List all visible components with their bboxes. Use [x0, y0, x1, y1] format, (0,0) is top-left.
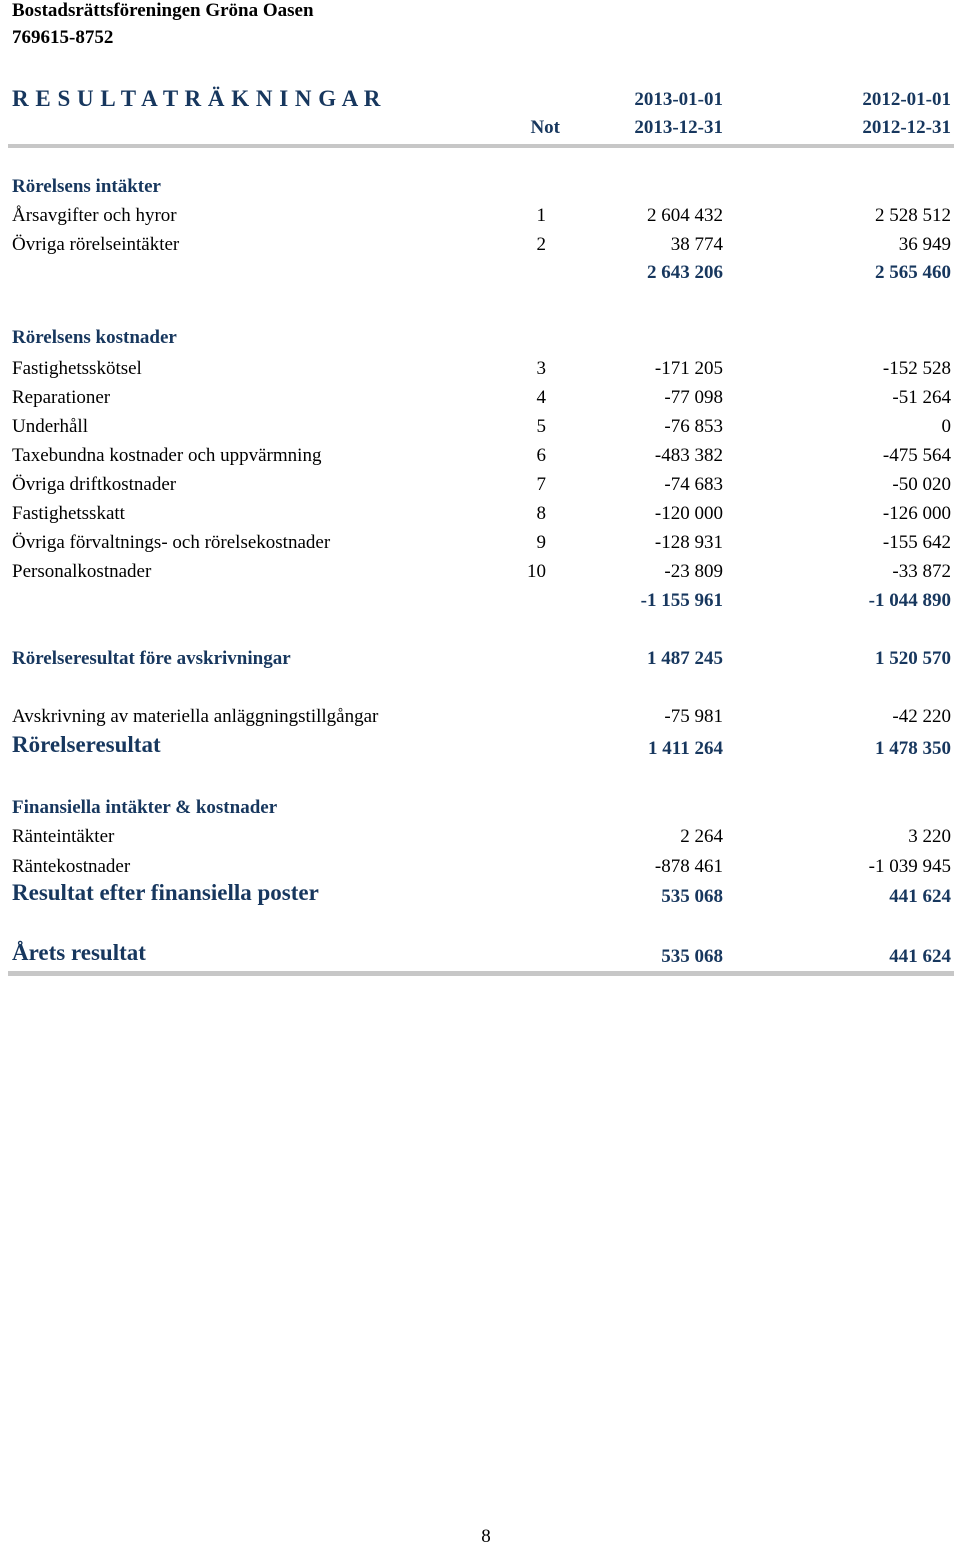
organization-number: 769615-8752 — [12, 27, 114, 48]
row-note: 4 — [536, 387, 546, 408]
row-current-value: 38 774 — [670, 234, 723, 255]
row-label: Fastighetsskötsel — [12, 358, 142, 379]
header-divider — [8, 144, 954, 148]
table-row — [0, 561, 960, 587]
row-label: Årets resultat — [12, 940, 146, 965]
row-current-value: 1 411 264 — [648, 738, 723, 759]
table-row — [0, 503, 960, 529]
income-total-current: 2 643 206 — [647, 262, 723, 283]
row-label: Rörelseresultat före avskrivningar — [12, 648, 291, 669]
period-current-start: 2013-01-01 — [634, 89, 723, 110]
not-column-header: Not — [530, 117, 560, 138]
row-label: Reparationer — [12, 387, 111, 408]
row-label: Årsavgifter och hyror — [12, 205, 177, 226]
row-prior-value: 441 624 — [889, 886, 951, 907]
row-note: 1 — [536, 205, 546, 226]
costs-total-row — [0, 590, 960, 616]
depreciation-row — [0, 706, 960, 732]
table-row — [0, 234, 960, 260]
row-current-value: -483 382 — [654, 445, 723, 466]
row-current-value: -128 931 — [654, 532, 723, 553]
row-label: Resultat efter finansiella poster — [12, 880, 319, 905]
footer-divider — [8, 971, 954, 976]
table-row — [0, 856, 960, 882]
section-heading-income: Rörelsens intäkter — [12, 176, 161, 197]
table-row — [0, 205, 960, 231]
table-row — [0, 445, 960, 471]
row-label: Ränteintäkter — [12, 826, 115, 847]
table-row — [0, 532, 960, 558]
period-prior-end: 2012-12-31 — [862, 117, 951, 138]
row-prior-value: -42 220 — [892, 706, 951, 727]
row-prior-value: 441 624 — [889, 946, 951, 967]
row-current-value: -76 853 — [664, 416, 723, 437]
row-label: Övriga driftkostnader — [12, 474, 177, 495]
page-title: R E S U L T A T R Ä K N I N G A R — [12, 86, 381, 111]
row-current-value: 535 068 — [661, 946, 723, 967]
row-current-value: -171 205 — [654, 358, 723, 379]
page-number: 8 — [481, 1526, 491, 1547]
row-prior-value: -51 264 — [892, 387, 951, 408]
row-prior-value: -155 642 — [882, 532, 951, 553]
row-prior-value: 0 — [941, 416, 951, 437]
costs-total-prior: -1 044 890 — [868, 590, 951, 611]
row-note: 10 — [527, 561, 546, 582]
income-total-prior: 2 565 460 — [875, 262, 951, 283]
row-current-value: -23 809 — [664, 561, 723, 582]
row-note: 5 — [536, 416, 546, 437]
result-after-financial-row — [0, 880, 960, 912]
row-current-value: -77 098 — [664, 387, 723, 408]
section-heading-financial: Finansiella intäkter & kostnader — [12, 797, 278, 818]
row-label: Övriga förvaltnings- och rörelsekostnader — [12, 532, 331, 553]
row-label: Avskrivning av materiella anläggningstillgångar — [12, 706, 379, 727]
row-prior-value: 36 949 — [898, 234, 951, 255]
row-current-value: -74 683 — [664, 474, 723, 495]
row-current-value: 2 264 — [680, 826, 723, 847]
row-note: 8 — [536, 503, 546, 524]
row-prior-value: 1 520 570 — [875, 648, 951, 669]
row-current-value: 535 068 — [661, 886, 723, 907]
row-current-value: -120 000 — [654, 503, 723, 524]
row-note: 2 — [536, 234, 546, 255]
period-prior-start: 2012-01-01 — [862, 89, 951, 110]
row-prior-value: -475 564 — [882, 445, 951, 466]
row-current-value: -878 461 — [654, 856, 723, 877]
section-heading-costs: Rörelsens kostnader — [12, 327, 177, 348]
row-prior-value: -152 528 — [882, 358, 951, 379]
table-row — [0, 358, 960, 384]
row-label: Övriga rörelseintäkter — [12, 234, 180, 255]
row-label: Räntekostnader — [12, 856, 131, 877]
row-note: 7 — [536, 474, 546, 495]
year-result-row — [0, 940, 960, 972]
row-current-value: -75 981 — [664, 706, 723, 727]
row-prior-value: 1 478 350 — [875, 738, 951, 759]
row-label: Rörelseresultat — [12, 732, 161, 757]
row-prior-value: -1 039 945 — [868, 856, 951, 877]
table-row — [0, 387, 960, 413]
row-prior-value: -50 020 — [892, 474, 951, 495]
row-note: 9 — [536, 532, 546, 553]
row-current-value: 1 487 245 — [647, 648, 723, 669]
income-total-row — [0, 262, 960, 288]
period-current-end: 2013-12-31 — [634, 117, 723, 138]
row-current-value: 2 604 432 — [647, 205, 723, 226]
result-before-depreciation-row — [0, 648, 960, 674]
row-note: 6 — [536, 445, 546, 466]
row-prior-value: 3 220 — [908, 826, 951, 847]
operating-result-row — [0, 732, 960, 764]
costs-total-current: -1 155 961 — [640, 590, 723, 611]
row-note: 3 — [536, 358, 546, 379]
table-row — [0, 416, 960, 442]
row-label: Fastighetsskatt — [12, 503, 125, 524]
row-prior-value: -33 872 — [892, 561, 951, 582]
row-label: Taxebundna kostnader och uppvärmning — [12, 445, 322, 466]
row-prior-value: -126 000 — [882, 503, 951, 524]
row-prior-value: 2 528 512 — [875, 205, 951, 226]
row-label: Underhåll — [12, 416, 88, 437]
table-row — [0, 474, 960, 500]
organization-name: Bostadsrättsföreningen Gröna Oasen — [12, 0, 314, 21]
table-row — [0, 826, 960, 852]
row-label: Personalkostnader — [12, 561, 152, 582]
